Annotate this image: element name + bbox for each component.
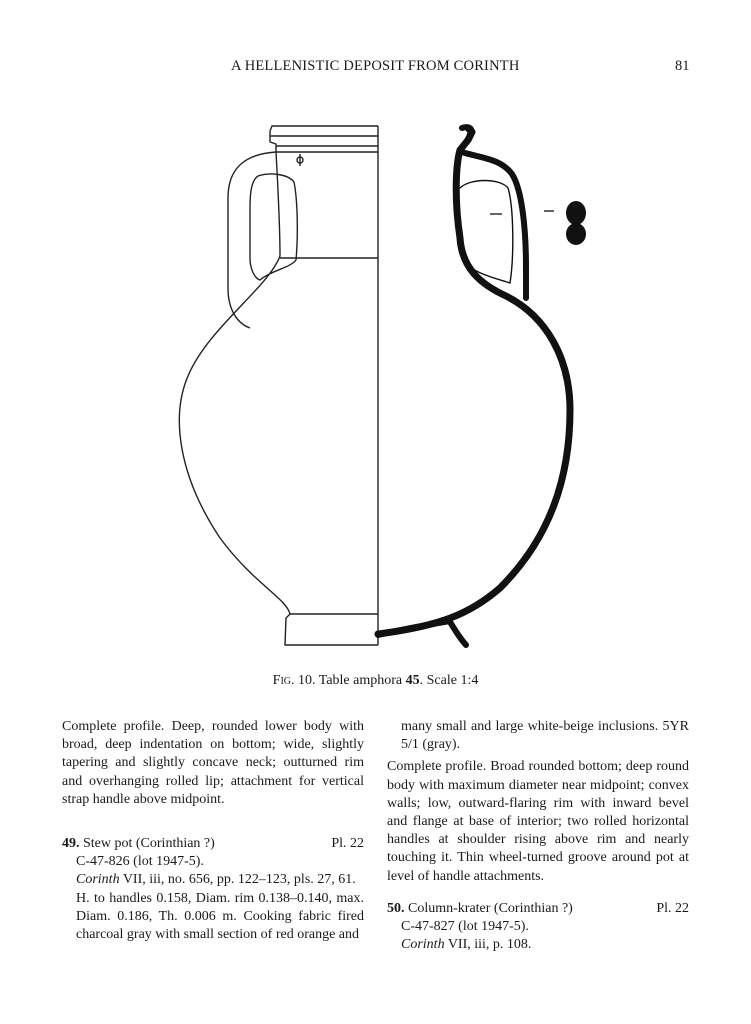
entry-49-title: Stew pot (Corinthian ?) [83, 836, 215, 852]
left-rim [270, 126, 378, 152]
left-handle-inner [250, 174, 297, 280]
entry-50-ref-italic: Corinth [401, 937, 445, 953]
caption-number: 10. Table amphora [298, 673, 406, 688]
right-base [378, 621, 450, 635]
entry-49-ref-italic: Corinth [76, 872, 120, 888]
entry-49-heading [62, 835, 364, 853]
handle-section [490, 201, 586, 245]
figure-caption [0, 673, 751, 689]
amphora-profile-svg [150, 118, 610, 658]
entry-50-inventory: C-47-827 (lot 1947-5). [401, 919, 529, 935]
handle-attachment-mark [297, 154, 303, 166]
page-number: 81 [675, 58, 690, 74]
entry-50-reference [387, 936, 689, 954]
intro-paragraph: Complete profile. Deep, rounded lower body with broad, deep indentation on bottom; wide, slightly tapering and slightly concave neck; outturned rim and overhanging rolled lip; attachment for vertical strap handle above midpoint. [62, 719, 364, 807]
entry-50-number: 50. [387, 900, 405, 916]
right-foot [450, 622, 466, 645]
handle-section-upper [566, 201, 586, 225]
page-header [0, 56, 751, 80]
caption-bold: 45 [405, 673, 420, 688]
entry-50-ref-rest: VII, iii, p. 108. [444, 937, 532, 953]
entry-49-ref-rest: VII, iii, no. 656, pp. 122–123, pls. 27, 61. [119, 872, 356, 888]
entry-49-number: 49. [62, 836, 80, 852]
handle-section-lower [566, 223, 586, 245]
amphora-drawing [150, 118, 610, 658]
right-column [387, 718, 689, 954]
entry-49-description: H. to handles 0.158, Diam. rim 0.138–0.140, max. Diam. 0.186, Th. 0.006 m. Cooking fabric fired charcoal gray with small section of red orange and [76, 890, 364, 943]
running-title: A HELLENISTIC DEPOSIT FROM CORINTH [231, 58, 520, 74]
profile-paragraph: Complete profile. Broad rounded bottom; deep round body with maximum diameter near midpoint; convex walls; low, outward-flaring rim with inward bevel and flange at base of interior; two rolled horizontal handles at shoulder rising above rim and nearly touching it. Thin wheel-turned groove around pot at level of handle attachments. [387, 759, 689, 884]
left-column [62, 718, 364, 944]
entry-50-title: Column-krater (Corinthian ?) [408, 900, 573, 916]
caption-prefix: Fig. [272, 673, 295, 688]
left-body [179, 152, 378, 645]
left-handle-outer [228, 152, 276, 328]
entry-49-plate: Pl. 22 [331, 836, 364, 852]
entry-50-plate: Pl. 22 [656, 900, 689, 916]
continuation-text: many small and large white-beige inclusions. 5YR 5/1 (gray). [401, 719, 689, 753]
entry-49-inventory: C-47-826 (lot 1947-5). [76, 854, 204, 870]
entry-50-heading [387, 900, 689, 918]
caption-suffix: . Scale 1:4 [419, 673, 479, 688]
entry-49-reference [62, 871, 364, 889]
right-section-wall [378, 128, 570, 634]
